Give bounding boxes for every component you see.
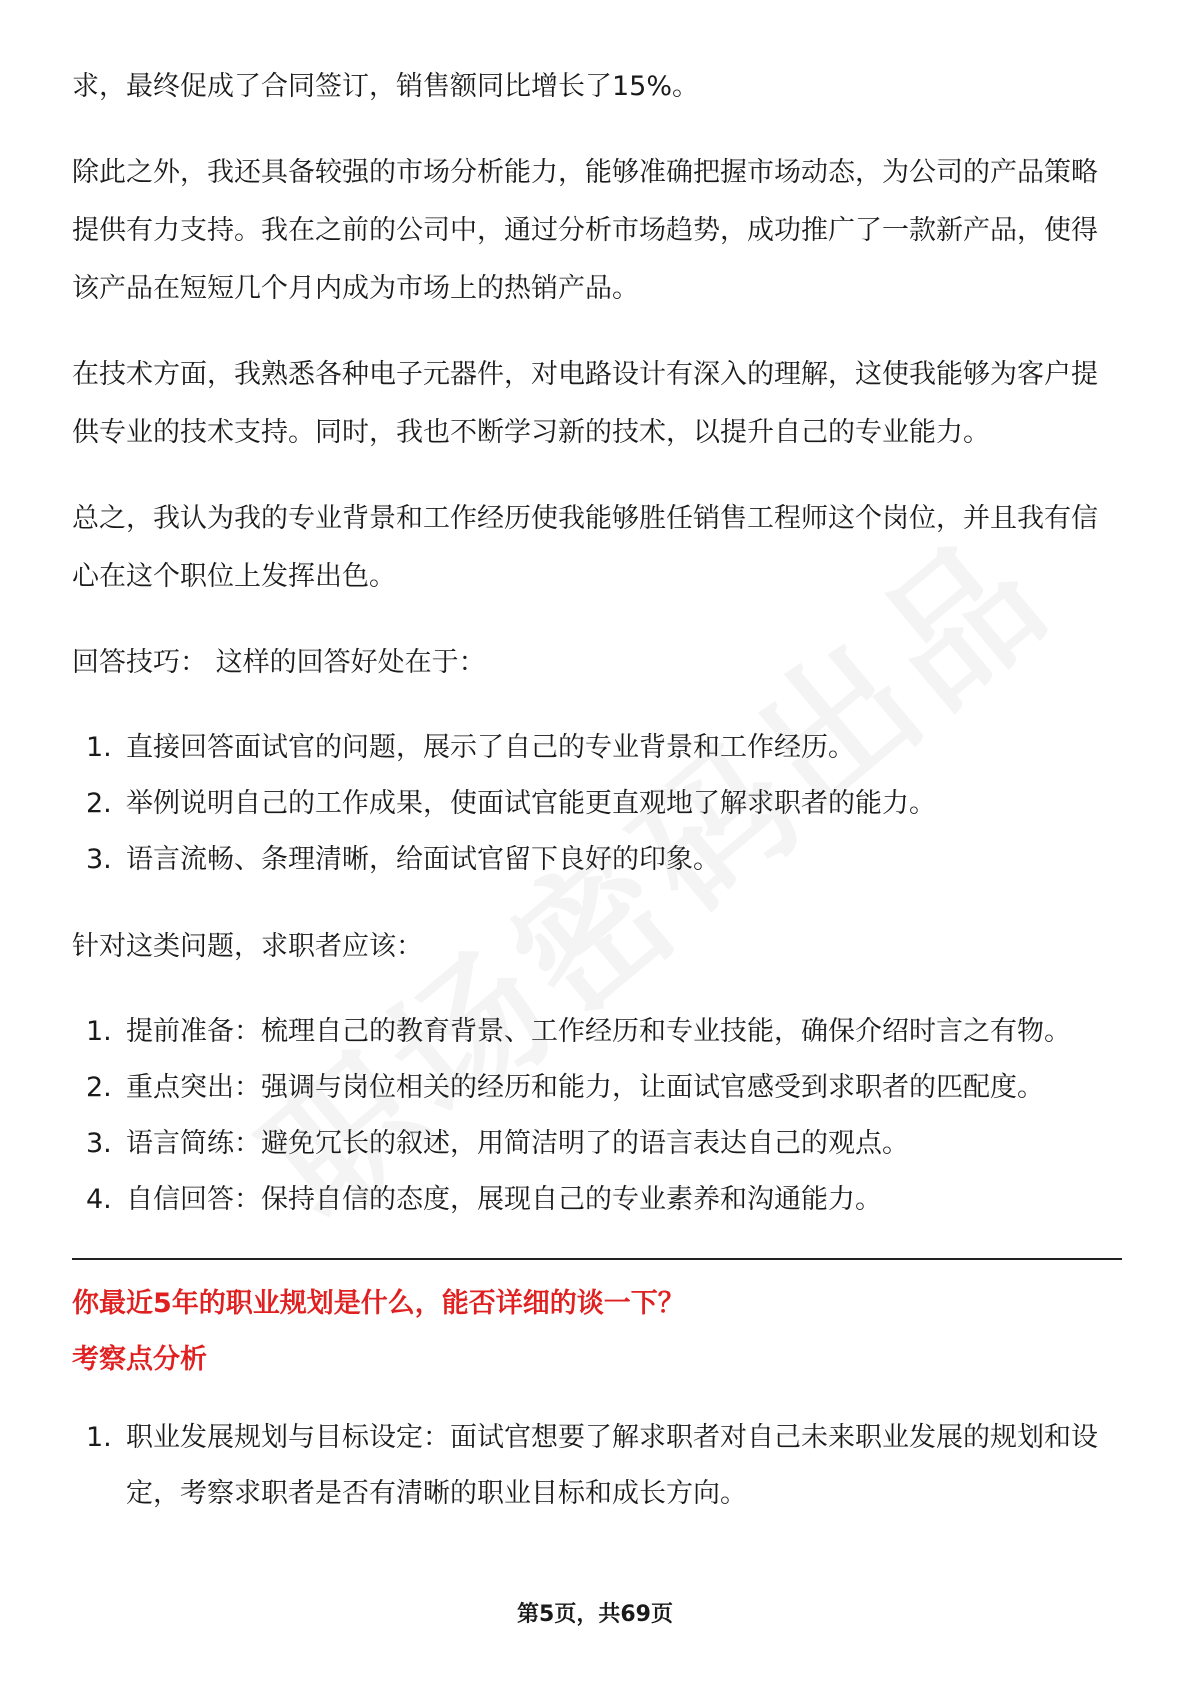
- document-body: [72, 58, 1122, 1552]
- paragraph: 在技术方面，我熟悉各种电子元器件，对电路设计有深入的理解，这使我能够为客户提供专业的技术支持。同时，我也不断学习新的技术，以提升自己的专业能力。: [72, 359, 1098, 448]
- list-item: [72, 720, 1122, 776]
- list-number: 1.: [86, 732, 112, 763]
- list-number: 2.: [86, 788, 112, 819]
- list-item: [72, 1004, 1122, 1060]
- advice-list: [72, 1004, 1122, 1228]
- list-text: 重点突出：强调与岗位相关的经历和能力，让面试官感受到求职者的匹配度。: [126, 1072, 1044, 1103]
- list-text: 语言简练：避免冗长的叙述，用简洁明了的语言表达自己的观点。: [126, 1128, 909, 1159]
- list-number: 3.: [86, 844, 112, 875]
- list-item: [72, 1116, 1122, 1172]
- list-text: 自信回答：保持自信的态度，展现自己的专业素养和沟通能力。: [126, 1184, 882, 1215]
- paragraph: 总之，我认为我的专业背景和工作经历使我能够胜任销售工程师这个岗位，并且我有信心在这个职位上发挥出色。: [72, 503, 1098, 592]
- advice-heading: 针对这类问题，求职者应该：: [72, 931, 423, 962]
- list-text: 直接回答面试官的问题，展示了自己的专业背景和工作经历。: [126, 732, 855, 763]
- list-number: 1.: [86, 1016, 112, 1047]
- list-text: 举例说明自己的工作成果，使面试官能更直观地了解求职者的能力。: [126, 788, 936, 819]
- list-text: 职业发展规划与目标设定：面试官想要了解求职者对自己未来职业发展的规划和设定，考察求职者是否有清晰的职业目标和成长方向。: [126, 1422, 1098, 1509]
- list-number: 2.: [86, 1072, 112, 1103]
- tips-heading: 回答技巧： 这样的回答好处在于：: [72, 647, 486, 678]
- list-number: 1.: [86, 1422, 112, 1453]
- analysis-list: [72, 1410, 1122, 1522]
- list-item: [72, 776, 1122, 832]
- paragraph: 除此之外，我还具备较强的市场分析能力，能够准确把握市场动态，为公司的产品策略提供有力支持。我在之前的公司中，通过分析市场趋势，成功推广了一款新产品，使得该产品在短短几个月内成为市场上的热销产品。: [72, 157, 1098, 304]
- list-number: 4.: [86, 1184, 112, 1215]
- list-item: [72, 832, 1122, 888]
- list-item: [72, 1410, 1122, 1522]
- question-title: 你最近5年的职业规划是什么，能否详细的谈一下？: [72, 1288, 685, 1319]
- section-divider: [72, 1258, 1122, 1260]
- list-item: [72, 1060, 1122, 1116]
- list-item: [72, 1172, 1122, 1228]
- paragraph: 求，最终促成了合同签订，销售额同比增长了15%。: [72, 71, 700, 102]
- list-number: 3.: [86, 1128, 112, 1159]
- tips-list: [72, 720, 1122, 888]
- analysis-title: 考察点分析: [72, 1344, 207, 1375]
- list-text: 语言流畅、条理清晰，给面试官留下良好的印象。: [126, 844, 720, 875]
- page-number: 第5页，共69页: [517, 1602, 673, 1627]
- list-text: 提前准备：梳理自己的教育背景、工作经历和专业技能，确保介绍时言之有物。: [126, 1016, 1071, 1047]
